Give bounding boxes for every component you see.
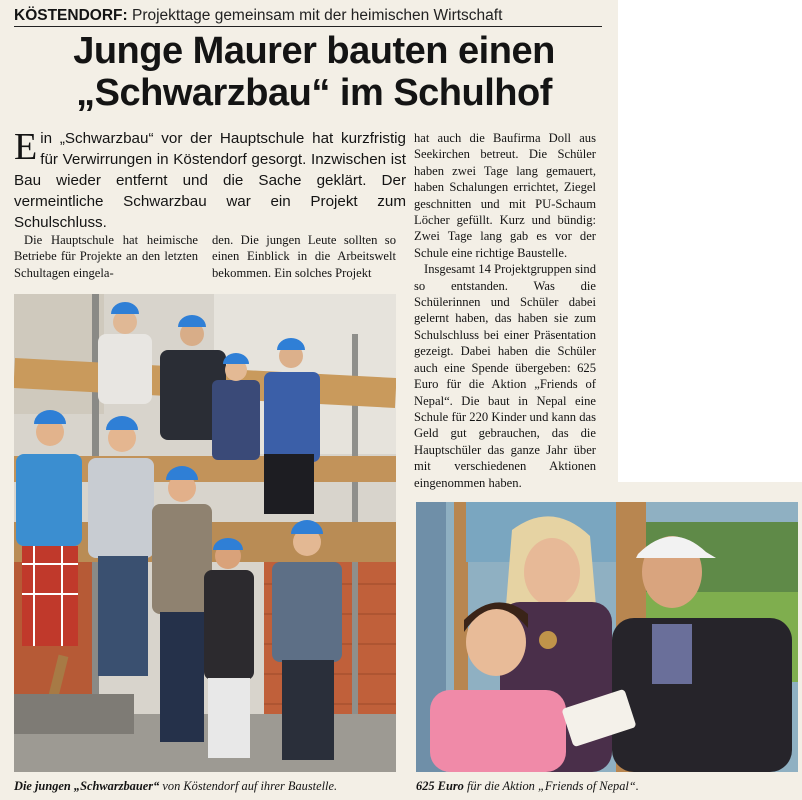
body-column-2 — [212, 232, 396, 281]
body-col2-paragraph: den. Die jungen Leute sollten so einen Einblick in die Arbeitswelt bekommen. Ein solches Projekt — [212, 233, 396, 280]
photo-1-caption-rest: von Köstendorf auf ihrer Baustelle. — [159, 779, 338, 793]
kicker-rule — [14, 26, 602, 27]
lead-paragraph — [14, 128, 406, 233]
body-column-1 — [14, 232, 198, 281]
photo-1-caption — [14, 778, 337, 794]
lead-dropcap: E — [14, 126, 38, 168]
construction-site-photo — [14, 294, 396, 772]
photo-2-caption — [416, 778, 639, 794]
donation-photo — [416, 502, 798, 772]
kicker-place: KÖSTENDORF: — [14, 7, 128, 24]
headline-line-1: Junge Maurer bauten einen — [73, 30, 555, 72]
photo-1-caption-bold: Die jungen „Schwarzbauer“ — [14, 779, 160, 793]
photo-2-caption-rest: für die Aktion „Friends of Nepal“. — [463, 779, 639, 793]
kicker-line — [14, 6, 614, 26]
lead-text: in „Schwarzbau“ vor der Hauptschule hat kurzfristig für Verwirrungen in Köstendorf gesorgt. Inzwischen ist Bau wieder entfernt und die Sache geklärt. Der vermeintliche Schwarzbau war ein Projekt zum Schulschluss. — [14, 130, 406, 231]
photo-2-caption-bold: 625 Euro — [416, 779, 464, 793]
body-col3-paragraph-2: Insgesamt 14 Projektgruppen sind so entstanden. Was die Schülerinnen und Schüler dabei gelernt haben, das haben sie zum Schulschluss bei einer Präsentation gezeigt. Dabei haben die Schüler auch eine Spende übergeben: 625 Euro für die Aktion „Friends of Nepal“. Die baut in Nepal eine Schule für 220 Kinder und kann das Geld gut gebrauchen, das die Hauptschüler das ganze Jahr über mit verschiedenen Aktionen eingenommen haben. — [414, 262, 596, 490]
headline — [14, 30, 614, 114]
body-col3-paragraph-1: hat auch die Baufirma Doll aus Seekirchen betreut. Die Schüler haben zwei Tage lang gemauert, haben Schalungen errichtet, Ziegel geschnitten und mit PU-Schaum Löcher gefüllt. Kurz und bündig: Zwei Tage lang gab es vor der Schule eine richtige Baustelle. — [414, 131, 596, 260]
body-col1-paragraph: Die Hauptschule hat heimische Betriebe für Projekte an den letzten Schultagen eingela- — [14, 233, 198, 280]
kicker-text: Projekttage gemeinsam mit der heimischen Wirtschaft — [127, 7, 503, 24]
headline-line-2: „Schwarzbau“ im Schulhof — [76, 72, 552, 114]
body-column-3 — [414, 130, 596, 491]
